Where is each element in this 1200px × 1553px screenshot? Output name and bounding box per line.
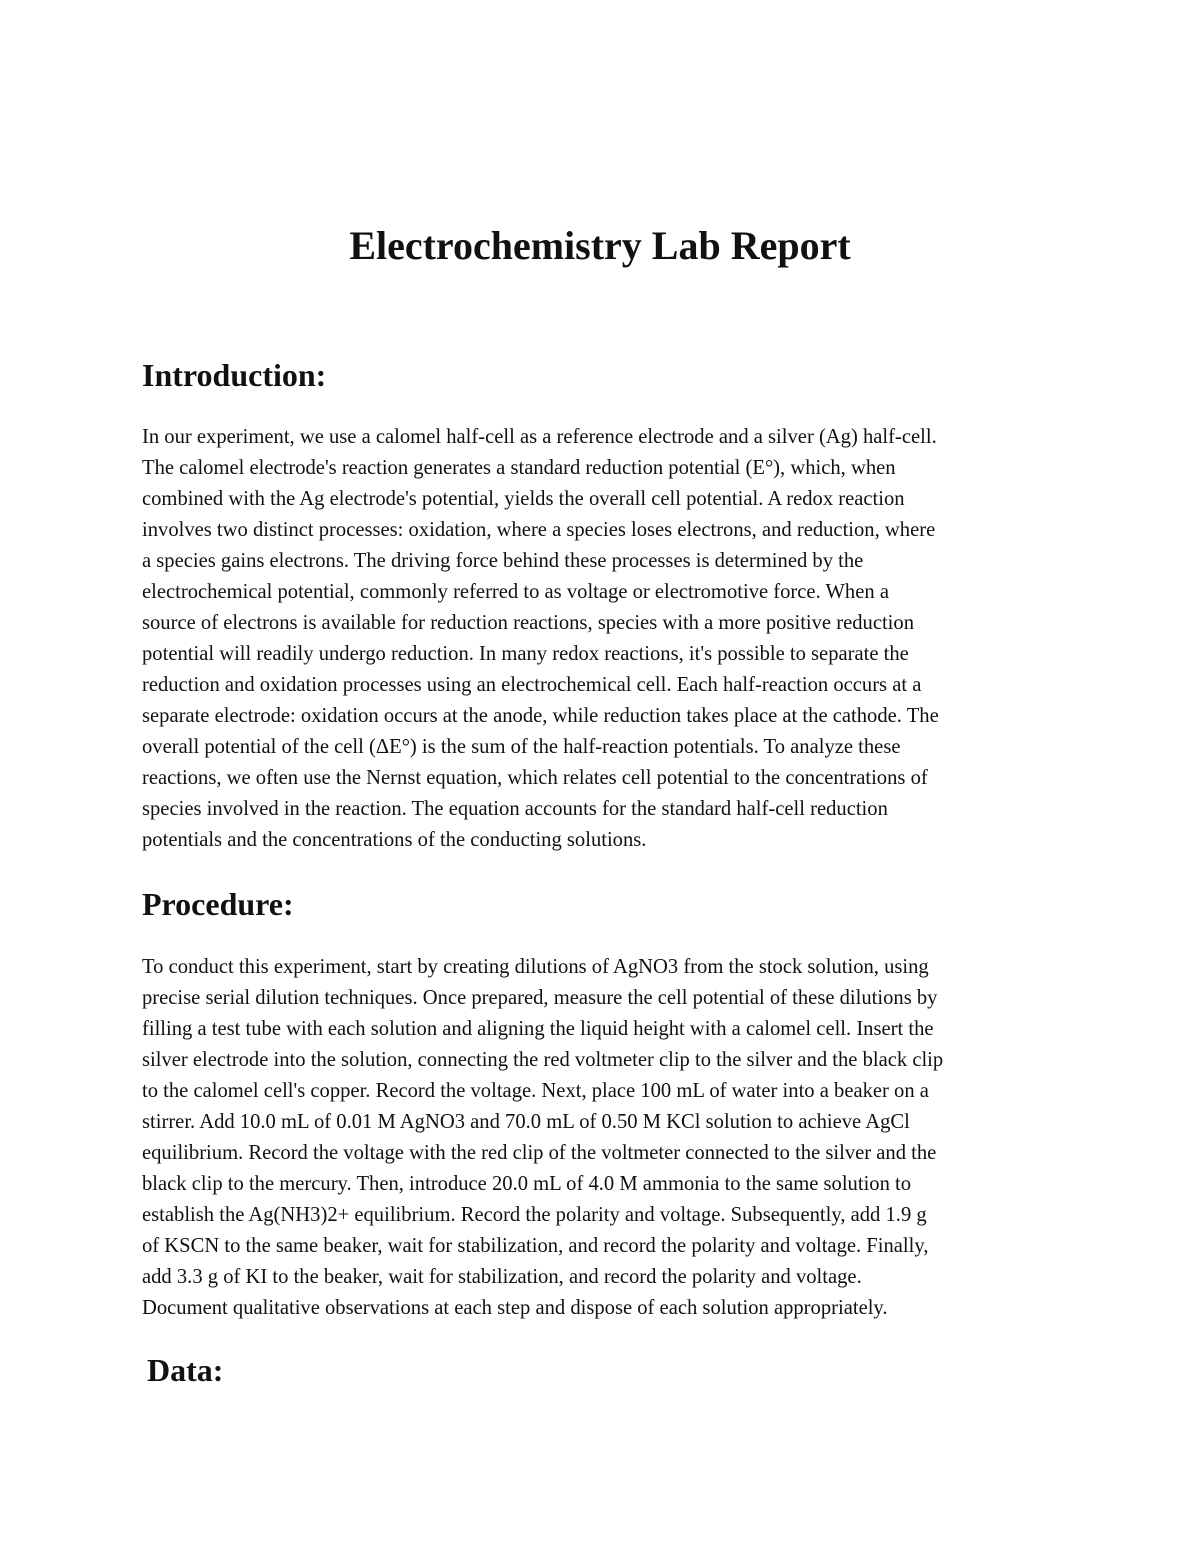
paragraph-line: reactions, we often use the Nernst equation, which relates cell potential to the concentrations of <box>142 767 928 789</box>
paragraph-line: potentials and the concentrations of the conducting solutions. <box>142 829 647 851</box>
paragraph-line: to the calomel cell's copper. Record the voltage. Next, place 100 mL of water into a beaker on a <box>142 1080 929 1102</box>
paragraph-line: reduction and oxidation processes using an electrochemical cell. Each half-reaction occurs at a <box>142 674 922 696</box>
paragraph-line: stirrer. Add 10.0 mL of 0.01 M AgNO3 and 70.0 mL of 0.50 M KCl solution to achieve AgCl <box>142 1111 910 1133</box>
paragraph-line: The calomel electrode's reaction generates a standard reduction potential (E°), which, when <box>142 457 896 479</box>
paragraph-line: establish the Ag(NH3)2+ equilibrium. Record the polarity and voltage. Subsequently, add 1.9 g <box>142 1204 927 1226</box>
paragraph-line: Document qualitative observations at each step and dispose of each solution appropriately. <box>142 1297 888 1319</box>
paragraph-line: species involved in the reaction. The equation accounts for the standard half-cell reduction <box>142 798 888 820</box>
paragraph-line: To conduct this experiment, start by creating dilutions of AgNO3 from the stock solution, using <box>142 956 929 978</box>
paragraph-line: source of electrons is available for reduction reactions, species with a more positive reduction <box>142 612 914 634</box>
paragraph-line: potential will readily undergo reduction. In many redox reactions, it's possible to separate the <box>142 643 909 665</box>
paragraph-line: involves two distinct processes: oxidation, where a species loses electrons, and reduction, where <box>142 519 936 541</box>
paragraph-line: electrochemical potential, commonly referred to as voltage or electromotive force. When a <box>142 581 889 603</box>
section-heading-data: Data: <box>147 1352 224 1388</box>
paragraph-line: combined with the Ag electrode's potential, yields the overall cell potential. A redox reaction <box>142 488 905 510</box>
paragraph-line: equilibrium. Record the voltage with the red clip of the voltmeter connected to the silver and the <box>142 1142 937 1164</box>
paragraph-line: black clip to the mercury. Then, introduce 20.0 mL of 4.0 M ammonia to the same solution to <box>142 1173 912 1195</box>
paragraph-line: a species gains electrons. The driving force behind these processes is determined by the <box>142 550 864 572</box>
paragraph-line: overall potential of the cell (ΔE°) is the sum of the half-reaction potentials. To analyze these <box>142 736 901 758</box>
paragraph-line: filling a test tube with each solution and aligning the liquid height with a calomel cell. Insert the <box>142 1018 934 1040</box>
paragraph-line: add 3.3 g of KI to the beaker, wait for stabilization, and record the polarity and voltage. <box>142 1266 862 1288</box>
introduction-paragraph <box>142 422 1072 856</box>
section-heading-introduction: Introduction: <box>142 357 327 393</box>
document-title: Electrochemistry Lab Report <box>349 223 851 268</box>
section-heading-procedure: Procedure: <box>142 886 294 922</box>
paragraph-line: In our experiment, we use a calomel half-cell as a reference electrode and a silver (Ag) half-cell. <box>142 426 937 448</box>
paragraph-line: silver electrode into the solution, connecting the red voltmeter clip to the silver and the black clip <box>142 1049 944 1071</box>
paragraph-line: separate electrode: oxidation occurs at the anode, while reduction takes place at the cathode. The <box>142 705 939 727</box>
paragraph-line: of KSCN to the same beaker, wait for stabilization, and record the polarity and voltage. Finally, <box>142 1235 929 1257</box>
paragraph-line: precise serial dilution techniques. Once prepared, measure the cell potential of these dilutions by <box>142 987 938 1009</box>
procedure-paragraph <box>142 952 1072 1324</box>
